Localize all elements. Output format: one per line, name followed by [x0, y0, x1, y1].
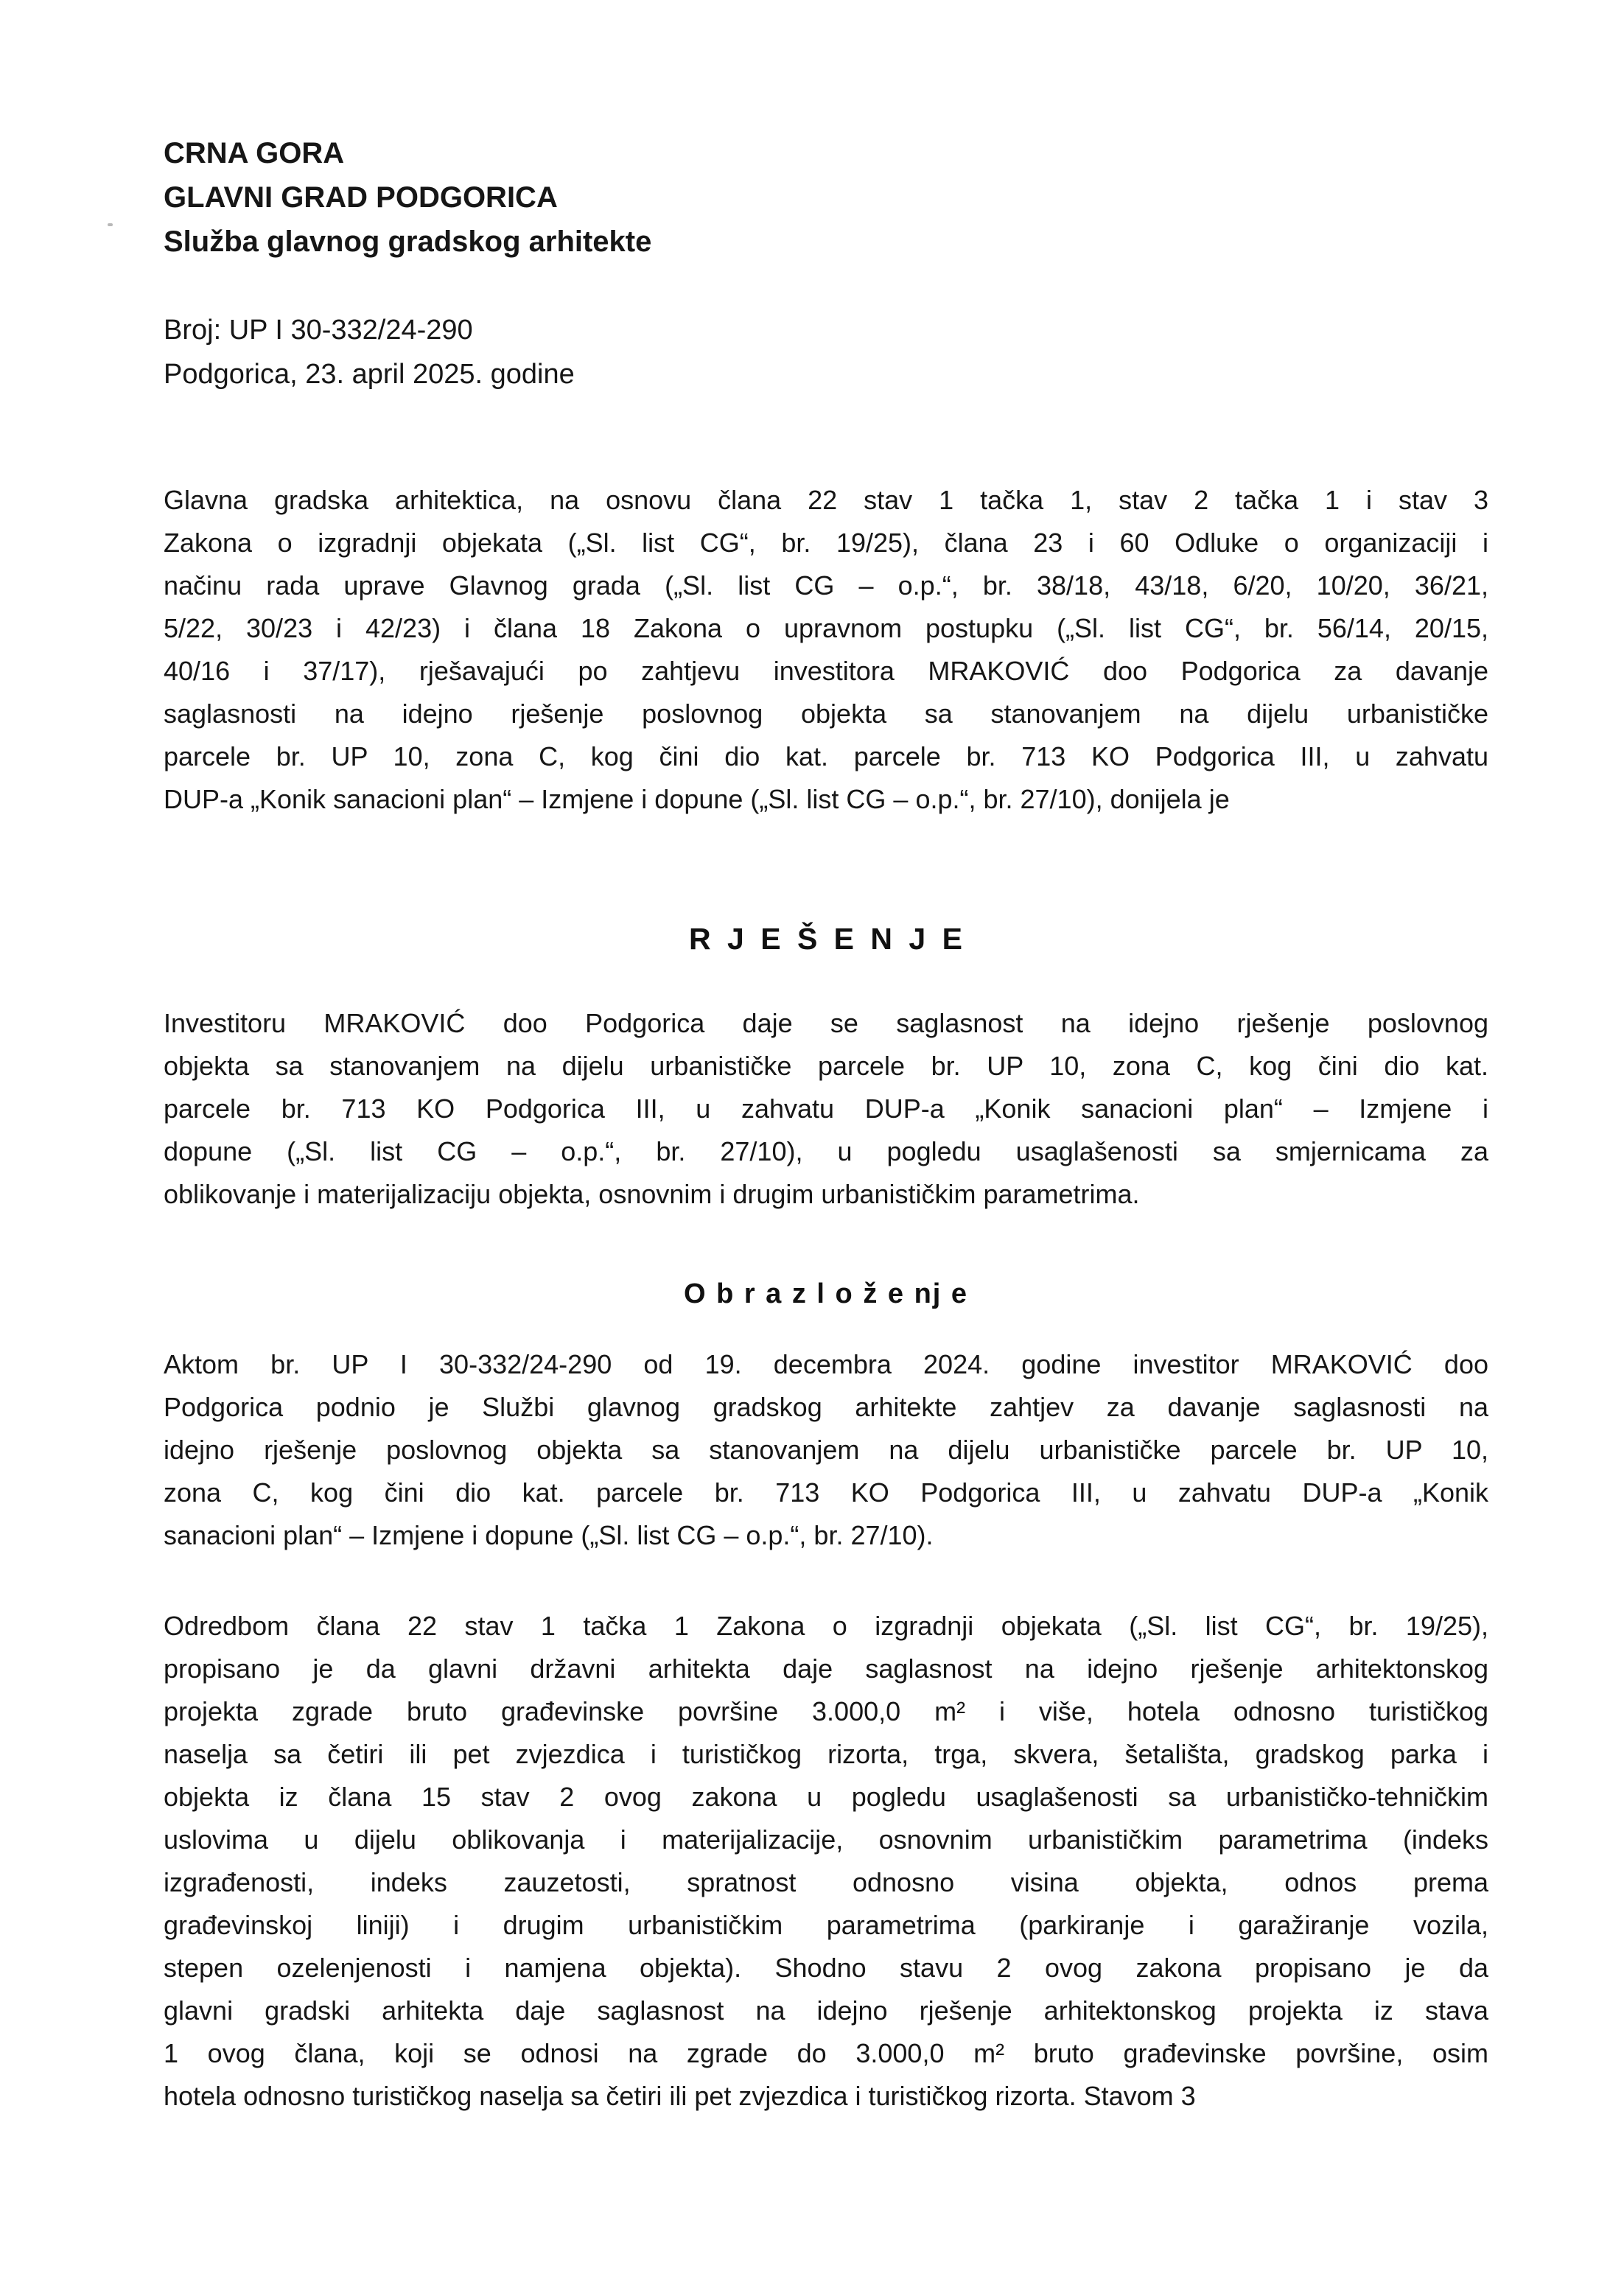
text-line: stepen ozelenjenosti i namjena objekta). Shodno stavu 2 ovog zakona propisano je da	[164, 1953, 1488, 1983]
text-line: Aktom br. UP I 30-332/24-290 od 19. decembra 2024. godine investitor MRAKOVIĆ doo	[164, 1349, 1488, 1379]
text-line: izgrađenosti, indeks zauzetosti, spratnost odnosno visina objekta, odnos prema	[164, 1867, 1488, 1897]
explanation-paragraph-2	[164, 1605, 1488, 2118]
text-line: idejno rješenje poslovnog objekta sa stanovanjem na dijelu urbanističke parcele br. UP 10,	[164, 1435, 1488, 1465]
reference-number: Broj: UP I 30-332/24-290	[164, 315, 473, 346]
text-line: Odredbom člana 22 stav 1 tačka 1 Zakona o izgradnji objekata („Sl. list CG“, br. 19/25),	[164, 1611, 1488, 1641]
text-line: parcele br. 713 KO Podgorica III, u zahvatu DUP-a „Konik sanacioni plan“ – Izmjene i	[164, 1093, 1488, 1124]
text-line: Investitoru MRAKOVIĆ doo Podgorica daje se saglasnost na idejno rješenje poslovnog	[164, 1008, 1488, 1038]
text-line: sanacioni plan“ – Izmjene i dopune („Sl. list CG – o.p.“, br. 27/10).	[164, 1520, 934, 1550]
text-line: građevinskoj liniji) i drugim urbanističkim parametrima (parkiranje i garažiranje vozila,	[164, 1910, 1488, 1940]
text-line: objekta iz člana 15 stav 2 ovog zakona u pogledu usaglašenosti sa urbanističko-tehničkim	[164, 1782, 1488, 1812]
text-line: Zakona o izgradnji objekata („Sl. list CG“, br. 19/25), člana 23 i 60 Odluke o organizaciji i	[164, 528, 1488, 558]
text-line: Podgorica podnio je Službi glavnog gradskog arhitekte zahtjev za davanje saglasnosti na	[164, 1392, 1488, 1422]
text-line: hotela odnosno turističkog naselja sa četiri ili pet zvjezdica i turističkog rizorta. Stavom 3	[164, 2081, 1196, 2111]
decision-paragraph	[164, 1002, 1488, 1216]
text-line: uslovima u dijelu oblikovanja i materijalizacije, osnovnim urbanističkim parametrima (indeks	[164, 1824, 1488, 1855]
text-line: DUP-a „Konik sanacioni plan“ – Izmjene i dopune („Sl. list CG – o.p.“, br. 27/10), donijela je	[164, 784, 1230, 814]
reference-place-date: Podgorica, 23. april 2025. godine	[164, 359, 575, 390]
text-line: zona C, kog čini dio kat. parcele br. 713 KO Podgorica III, u zahvatu DUP-a „Konik	[164, 1477, 1488, 1508]
text-line: 5/22, 30/23 i 42/23) i člana 18 Zakona o upravnom postupku („Sl. list CG“, br. 56/14, 20/15,	[164, 613, 1488, 643]
text-line: projekta zgrade bruto građevinske površine 3.000,0 m² i više, hotela odnosno turističkog	[164, 1696, 1488, 1726]
text-line: naselja sa četiri ili pet zvjezdica i turističkog rizorta, trga, skvera, šetališta, gradskog parka i	[164, 1739, 1488, 1769]
text-line: načinu rada uprave Glavnog grada („Sl. list CG – o.p.“, br. 38/18, 43/18, 6/20, 10/20, 36/21,	[164, 570, 1488, 601]
text-line: objekta sa stanovanjem na dijelu urbanističke parcele br. UP 10, zona C, kog čini dio kat.	[164, 1051, 1488, 1081]
text-line: Glavna gradska arhitektica, na osnovu člana 22 stav 1 tačka 1, stav 2 tačka 1 i stav 3	[164, 485, 1488, 515]
letterhead-country: CRNA GORA	[164, 137, 345, 169]
explanation-heading: O b r a z l o ž e nj e	[683, 1278, 969, 1309]
text-line: parcele br. UP 10, zona C, kog čini dio kat. parcele br. 713 KO Podgorica III, u zahvatu	[164, 741, 1488, 771]
decision-heading: R J E Š E N J E	[689, 922, 963, 956]
text-line: dopune („Sl. list CG – o.p.“, br. 27/10), u pogledu usaglašenosti sa smjernicama za	[164, 1136, 1488, 1166]
letterhead-city: GLAVNI GRAD PODGORICA	[164, 181, 558, 214]
scan-artifact	[108, 223, 113, 226]
text-line: oblikovanje i materijalizaciju objekta, osnovnim i drugim urbanističkim parametrima.	[164, 1179, 1140, 1209]
letterhead	[164, 131, 1488, 264]
text-line: glavni gradski arhitekta daje saglasnost na idejno rješenje arhitektonskog projekta iz stava	[164, 1995, 1488, 2026]
text-line: saglasnosti na idejno rješenje poslovnog objekta sa stanovanjem na dijelu urbanističke	[164, 699, 1488, 729]
letterhead-office: Služba glavnog gradskog arhitekte	[164, 225, 652, 258]
reference-block	[164, 308, 1488, 396]
text-line: 1 ovog člana, koji se odnosi na zgrade do 3.000,0 m² bruto građevinske površine, osim	[164, 2038, 1488, 2068]
text-line: 40/16 i 37/17), rješavajući po zahtjevu investitora MRAKOVIĆ doo Podgorica za davanje	[164, 656, 1488, 686]
explanation-paragraph-1	[164, 1343, 1488, 1557]
intro-paragraph	[164, 479, 1488, 821]
text-line: propisano je da glavni državni arhitekta daje saglasnost na idejno rješenje arhitektonskog	[164, 1653, 1488, 1684]
